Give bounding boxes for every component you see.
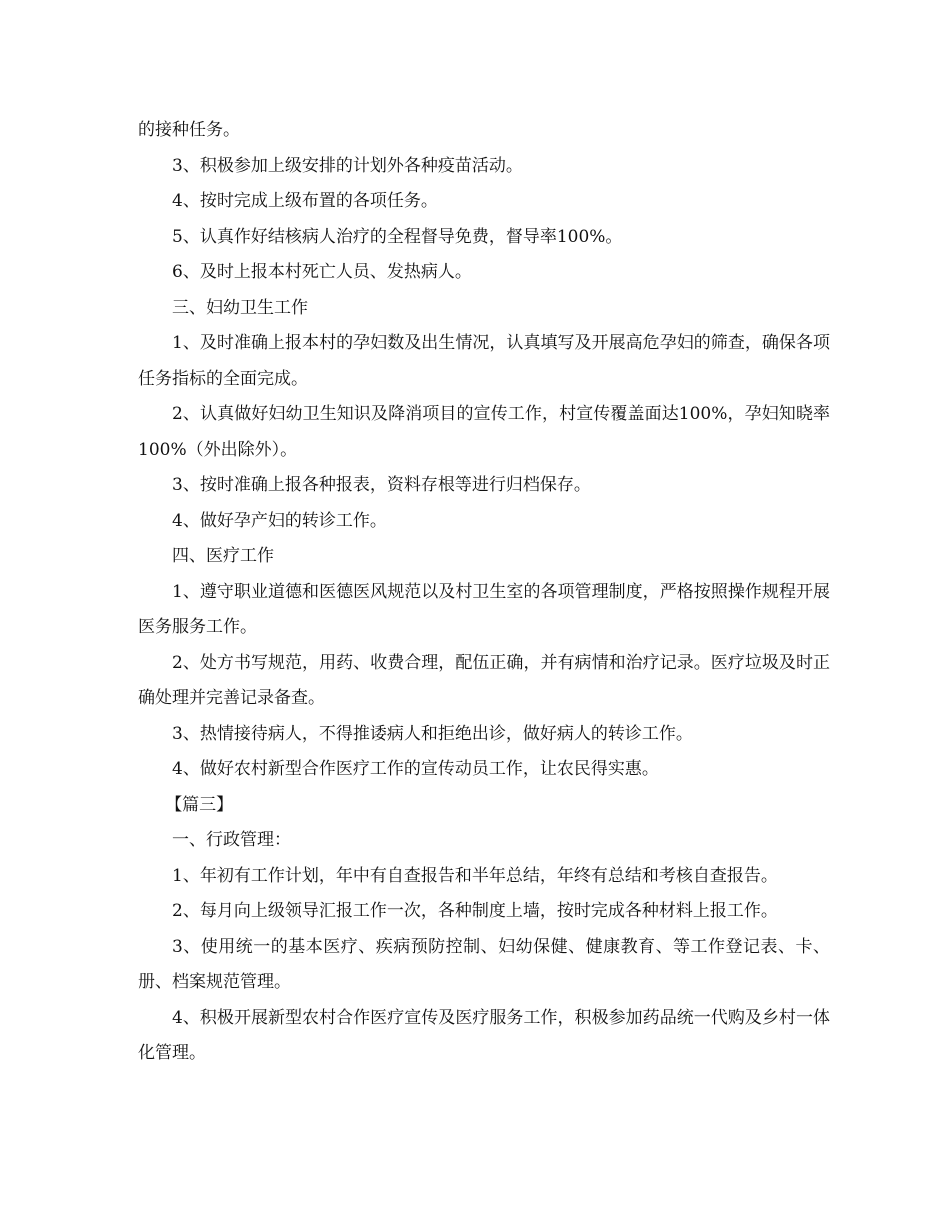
list-item: 4、积极开展新型农村合作医疗宣传及医疗服务工作，积极参加药品统一代购及乡村一体化管理。	[138, 1007, 830, 1063]
list-item: 3、热情接待病人，不得推诿病人和拒绝出诊，做好病人的转诊工作。	[172, 723, 693, 744]
list-item: 5、认真作好结核病人治疗的全程督导免费，督导率100%。	[172, 226, 623, 247]
list-item: 6、及时上报本村死亡人员、发热病人。	[172, 262, 472, 282]
section-heading: 一、行政管理：	[172, 830, 291, 850]
list-item: 2、每月向上级领导汇报工作一次，各种制度上墙，按时完成各种材料上报工作。	[172, 901, 778, 921]
list-item: 3、按时准确上报各种报表，资料存根等进行归档保存。	[172, 475, 591, 495]
list-item: 1、年初有工作计划，年中有自查报告和半年总结，年终有总结和考核自查报告。	[172, 865, 778, 886]
list-item: 2、处方书写规范，用药、收费合理，配伍正确，并有病情和治疗记录。医疗垃圾及时正确处理并完善记录备查。	[138, 652, 830, 708]
paragraph-continuation: 的接种任务。	[138, 120, 240, 140]
list-item: 4、做好孕产妇的转诊工作。	[172, 510, 387, 531]
section-heading: 三、妇幼卫生工作	[172, 297, 308, 318]
list-item: 3、使用统一的基本医疗、疾病预防控制、妇幼保健、健康教育、等工作登记表、卡、册、档案规范管理。	[138, 936, 830, 992]
list-item: 1、遵守职业道德和医德医风规范以及村卫生室的各项管理制度，严格按照操作规程开展医务服务工作。	[138, 581, 830, 637]
list-item: 4、按时完成上级布置的各项任务。	[172, 191, 438, 211]
document-body	[138, 113, 830, 1072]
list-item: 2、认真做好妇幼卫生知识及降消项目的宣传工作，村宣传覆盖面达100%，孕妇知晓率100%（外出除外）。	[138, 404, 830, 460]
section-heading: 四、医疗工作	[172, 546, 274, 566]
list-item: 3、积极参加上级安排的计划外各种疫苗活动。	[172, 155, 523, 176]
part-title: 【篇三】	[165, 794, 234, 815]
list-item: 4、做好农村新型合作医疗工作的宣传动员工作，让农民得实惠。	[172, 759, 659, 779]
list-item: 1、及时准确上报本村的孕妇数及出生情况，认真填写及开展高危孕妇的筛查，确保各项任务指标的全面完成。	[138, 333, 830, 389]
